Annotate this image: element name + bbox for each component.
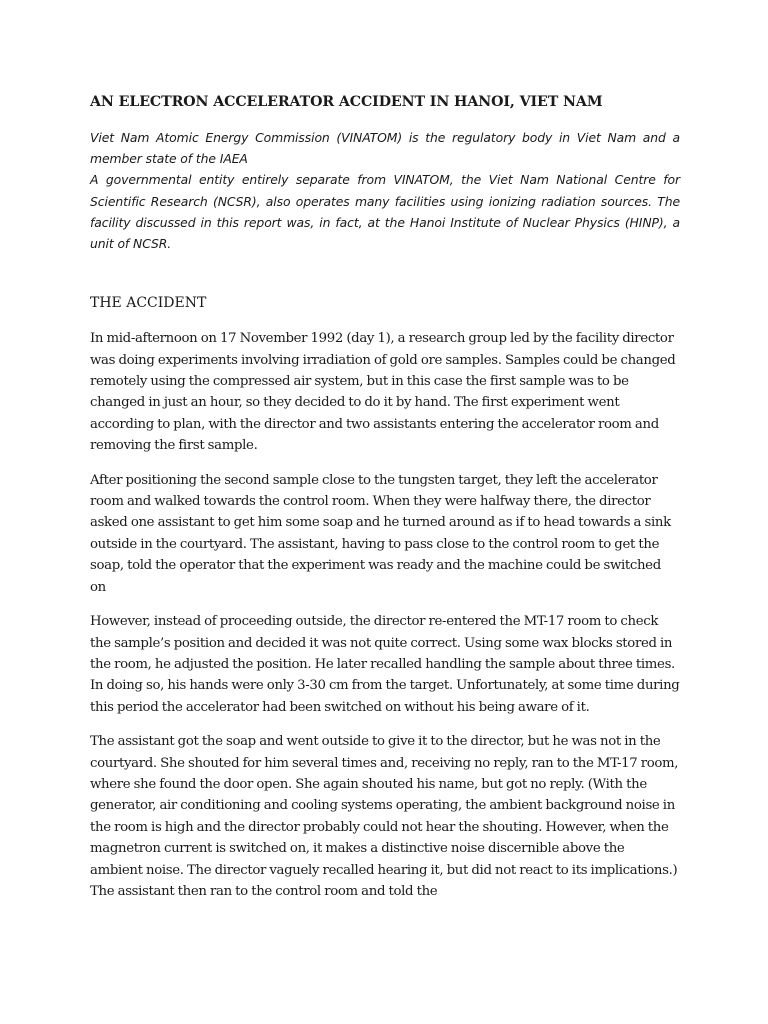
body-paragraph: However, instead of proceeding outside, the director re-entered the MT-17 room to check the sample’s position and decided it was not quite correct. Using some wax blocks stored in the room, he adjusted the position. He later recalled handling the sample about three times. In doing so, his hands were only 3-30 cm from the target. Unfortunately, at some time during this period the accelerator had been switched on without his being aware of it. <box>90 614 680 715</box>
body-paragraph: After positioning the second sample close to the tungsten target, they left the accelerator room and walked towards the control room. When they were halfway there, the director asked one assistant to get him some soap and he turned around as if to head towards a sink outside in the courtyard. The assistant, having to pass close to the control room to get the soap, told the operator that the experiment was ready and the machine could be switched on <box>90 472 671 595</box>
document-page <box>90 92 680 915</box>
section-heading-accident: THE ACCIDENT <box>90 295 207 312</box>
body-paragraph: In mid-afternoon on 17 November 1992 (day 1), a research group led by the facility director was doing experiments involving irradiation of gold ore samples. Samples could be changed remotely using the compressed air system, but in this case the first sample was to be changed in just an hour, so they decided to do it by hand. The first experiment went according to plan, with the director and two assistants entering the accelerator room and removing the first sample. <box>90 331 676 454</box>
body-paragraph: The assistant got the soap and went outside to give it to the director, but he was not in the courtyard. She shouted for him several times and, receiving no reply, ran to the MT-17 room, where she found the door open. She again shouted his name, but got no reply. (With the generator, air conditioning and cooling systems operating, the ambient background noise in the room is high and the director probably could not hear the shouting. However, when the magnetron current is switched on, it makes a distinctive noise discernible above the ambient noise. The director vaguely recalled hearing it, but did not react to its implications.) The assistant then ran to the control room and told the <box>90 734 679 899</box>
document-title: AN ELECTRON ACCELERATOR ACCIDENT IN HANOI, VIET NAM <box>90 94 603 110</box>
intro-paragraph-regulator: Viet Nam Atomic Energy Commission (VINATOM) is the regulatory body in Viet Nam and a member state of the IAEA <box>90 130 680 167</box>
intro-paragraph-facility: A governmental entity entirely separate from VINATOM, the Viet Nam National Centre for Scientific Research (NCSR), also operates many facilities using ionizing radiation sources. The facility discussed in this report was, in fact, at the Hanoi Institute of Nuclear Physics (HINP), a unit of NCSR. <box>90 172 680 252</box>
